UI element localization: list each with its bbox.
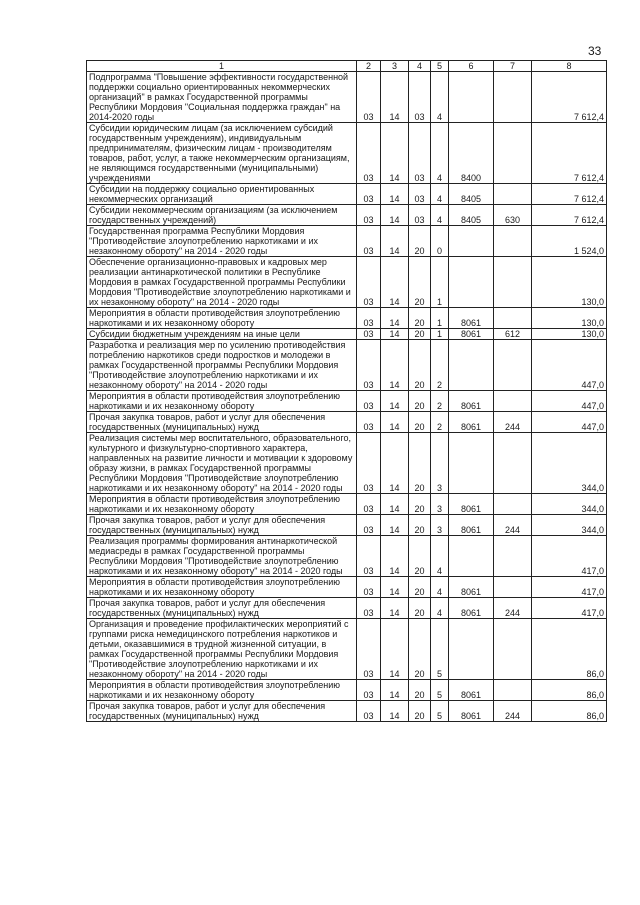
section-code: 03 — [357, 308, 381, 329]
subsection-code: 14 — [381, 184, 409, 205]
column-header: 3 — [381, 61, 409, 72]
subprogram-code: 4 — [431, 205, 449, 226]
expense-type-code — [494, 184, 532, 205]
subprogram-code: 3 — [431, 494, 449, 515]
section-code: 03 — [357, 257, 381, 308]
table-row — [87, 184, 607, 205]
target-article-code — [449, 72, 494, 123]
subprogram-code: 0 — [431, 226, 449, 257]
program-code: 03 — [409, 123, 431, 184]
row-amount: 86,0 — [532, 680, 607, 701]
subprogram-code: 5 — [431, 619, 449, 680]
section-code: 03 — [357, 577, 381, 598]
row-amount: 130,0 — [532, 329, 607, 340]
column-header: 8 — [532, 61, 607, 72]
table-header-row — [87, 61, 607, 72]
section-code: 03 — [357, 205, 381, 226]
expense-type-code — [494, 680, 532, 701]
row-description: Мероприятия в области противодействия злоупотреблению наркотиками и их незаконному обороту — [87, 308, 357, 329]
expense-type-code — [494, 494, 532, 515]
row-description: Мероприятия в области противодействия злоупотреблению наркотиками и их незаконному обороту — [87, 577, 357, 598]
program-code: 20 — [409, 680, 431, 701]
subprogram-code: 3 — [431, 433, 449, 494]
budget-table — [86, 60, 607, 722]
subsection-code: 14 — [381, 123, 409, 184]
table-row — [87, 494, 607, 515]
section-code: 03 — [357, 72, 381, 123]
row-description: Государственная программа Республики Мордовия "Противодействие злоупотреблению наркотиками и их незаконному обороту" на 2014 - 2020 годы — [87, 226, 357, 257]
program-code: 20 — [409, 391, 431, 412]
row-description: Мероприятия в области противодействия злоупотреблению наркотиками и их незаконному обороту — [87, 494, 357, 515]
subprogram-code: 3 — [431, 515, 449, 536]
row-description: Организация и проведение профилактических мероприятий с группами риска немедицинского потребления наркотиков и детьми, оказавшимися в трудной жизненной ситуации, в рамках Государственной программы Республики Мордовия "Противодействие злоупотреблению наркотиками и их незаконному обороту" на 2014 - 2020 годы — [87, 619, 357, 680]
row-amount: 447,0 — [532, 340, 607, 391]
row-description: Субсидии на поддержку социально ориентированных некоммерческих организаций — [87, 184, 357, 205]
row-amount: 344,0 — [532, 433, 607, 494]
row-description: Субсидии бюджетным учреждениям на иные цели — [87, 329, 357, 340]
table-row — [87, 680, 607, 701]
subprogram-code: 2 — [431, 340, 449, 391]
row-description: Прочая закупка товаров, работ и услуг для обеспечения государственных (муниципальных) нужд — [87, 412, 357, 433]
row-amount: 7 612,4 — [532, 123, 607, 184]
column-header: 1 — [87, 61, 357, 72]
section-code: 03 — [357, 619, 381, 680]
table-row — [87, 598, 607, 619]
table-row — [87, 226, 607, 257]
expense-type-code — [494, 433, 532, 494]
subprogram-code: 2 — [431, 391, 449, 412]
subprogram-code: 4 — [431, 598, 449, 619]
row-description: Реализация программы формирования антинаркотической медиасреды в рамках Государственной программы Республики Мордовия "Противодействие злоупотреблению наркотиками и их незаконному обороту" на 2014 - 2020 годы — [87, 536, 357, 577]
target-article-code: 8061 — [449, 308, 494, 329]
subsection-code: 14 — [381, 391, 409, 412]
program-code: 03 — [409, 184, 431, 205]
section-code: 03 — [357, 515, 381, 536]
subsection-code: 14 — [381, 577, 409, 598]
subsection-code: 14 — [381, 329, 409, 340]
row-description: Подпрограмма "Повышение эффективности государственной поддержки социально ориентированных некоммерческих организаций" в рамках Государственной программы Республики Мордовия "Социальная поддержка граждан" на 2014-2020 годы — [87, 72, 357, 123]
expense-type-code — [494, 619, 532, 680]
target-article-code: 8061 — [449, 598, 494, 619]
program-code: 20 — [409, 308, 431, 329]
subprogram-code: 4 — [431, 72, 449, 123]
subprogram-code: 4 — [431, 536, 449, 577]
program-code: 20 — [409, 412, 431, 433]
expense-type-code — [494, 308, 532, 329]
table-row — [87, 433, 607, 494]
table-row — [87, 340, 607, 391]
expense-type-code — [494, 257, 532, 308]
page-number: 33 — [588, 44, 602, 58]
row-amount: 447,0 — [532, 412, 607, 433]
subsection-code: 14 — [381, 515, 409, 536]
subsection-code: 14 — [381, 598, 409, 619]
column-header: 4 — [409, 61, 431, 72]
target-article-code: 8061 — [449, 701, 494, 722]
row-description: Прочая закупка товаров, работ и услуг для обеспечения государственных (муниципальных) нужд — [87, 598, 357, 619]
row-amount: 344,0 — [532, 515, 607, 536]
expense-type-code — [494, 72, 532, 123]
expense-type-code — [494, 340, 532, 391]
subsection-code: 14 — [381, 72, 409, 123]
row-amount: 7 612,4 — [532, 72, 607, 123]
program-code: 20 — [409, 701, 431, 722]
section-code: 03 — [357, 536, 381, 577]
section-code: 03 — [357, 680, 381, 701]
program-code: 20 — [409, 494, 431, 515]
expense-type-code — [494, 577, 532, 598]
section-code: 03 — [357, 701, 381, 722]
program-code: 03 — [409, 205, 431, 226]
program-code: 20 — [409, 515, 431, 536]
subprogram-code: 5 — [431, 680, 449, 701]
program-code: 20 — [409, 257, 431, 308]
row-description: Реализация системы мер воспитательного, образовательного, культурного и физкультурно-спортивного характера, направленных на развитие личности и мотивации к здоровому образу жизни, в рамках Государственной программы Республики Мордовия "Противодействие злоупотреблению наркотиками и их незаконному обороту" на 2014 - 2020 годы — [87, 433, 357, 494]
subsection-code: 14 — [381, 340, 409, 391]
subsection-code: 14 — [381, 680, 409, 701]
table-row — [87, 619, 607, 680]
table-row — [87, 536, 607, 577]
expense-type-code: 244 — [494, 515, 532, 536]
table-row — [87, 308, 607, 329]
section-code: 03 — [357, 123, 381, 184]
section-code: 03 — [357, 494, 381, 515]
column-header: 7 — [494, 61, 532, 72]
program-code: 20 — [409, 329, 431, 340]
subsection-code: 14 — [381, 226, 409, 257]
target-article-code: 8061 — [449, 680, 494, 701]
section-code: 03 — [357, 433, 381, 494]
table-row — [87, 205, 607, 226]
subsection-code: 14 — [381, 536, 409, 577]
row-description: Прочая закупка товаров, работ и услуг для обеспечения государственных (муниципальных) нужд — [87, 701, 357, 722]
row-amount: 130,0 — [532, 308, 607, 329]
subprogram-code: 4 — [431, 577, 449, 598]
expense-type-code: 630 — [494, 205, 532, 226]
table-row — [87, 329, 607, 340]
program-code: 03 — [409, 72, 431, 123]
row-amount: 417,0 — [532, 598, 607, 619]
program-code: 20 — [409, 433, 431, 494]
row-amount: 7 612,4 — [532, 184, 607, 205]
subsection-code: 14 — [381, 701, 409, 722]
program-code: 20 — [409, 577, 431, 598]
row-description: Обеспечение организационно-правовых и кадровых мер реализации антинаркотической политики в Республике Мордовия в рамках Государственной программы Республики Мордовия "Противодействие злоупотреблению наркотиками и их незаконному обороту" на 2014 - 2020 годы — [87, 257, 357, 308]
expense-type-code: 244 — [494, 598, 532, 619]
expense-type-code — [494, 123, 532, 184]
table-row — [87, 72, 607, 123]
row-amount: 86,0 — [532, 619, 607, 680]
expense-type-code — [494, 226, 532, 257]
row-amount: 417,0 — [532, 536, 607, 577]
target-article-code — [449, 226, 494, 257]
table-row — [87, 412, 607, 433]
table-row — [87, 123, 607, 184]
row-description: Мероприятия в области противодействия злоупотреблению наркотиками и их незаконному обороту — [87, 680, 357, 701]
expense-type-code: 244 — [494, 701, 532, 722]
subprogram-code: 1 — [431, 329, 449, 340]
table-row — [87, 391, 607, 412]
program-code: 20 — [409, 536, 431, 577]
expense-type-code: 612 — [494, 329, 532, 340]
expense-type-code: 244 — [494, 412, 532, 433]
subprogram-code: 1 — [431, 308, 449, 329]
target-article-code: 8405 — [449, 205, 494, 226]
subsection-code: 14 — [381, 257, 409, 308]
table-row — [87, 257, 607, 308]
section-code: 03 — [357, 340, 381, 391]
expense-type-code — [494, 536, 532, 577]
target-article-code — [449, 536, 494, 577]
row-amount: 7 612,4 — [532, 205, 607, 226]
target-article-code: 8061 — [449, 515, 494, 536]
row-description: Прочая закупка товаров, работ и услуг для обеспечения государственных (муниципальных) нужд — [87, 515, 357, 536]
target-article-code: 8400 — [449, 123, 494, 184]
row-description: Субсидии юридическим лицам (за исключением субсидий государственным учреждениям), индивидуальным предпринимателям, физическим лицам - производителям товаров, работ, услуг, а также некоммерческим организациям, не являющимся государственными (муниципальными) учреждениями — [87, 123, 357, 184]
row-amount: 344,0 — [532, 494, 607, 515]
section-code: 03 — [357, 184, 381, 205]
program-code: 20 — [409, 619, 431, 680]
target-article-code: 8061 — [449, 329, 494, 340]
target-article-code: 8061 — [449, 412, 494, 433]
row-amount: 447,0 — [532, 391, 607, 412]
subprogram-code: 2 — [431, 412, 449, 433]
column-header: 6 — [449, 61, 494, 72]
table-row — [87, 577, 607, 598]
row-description: Мероприятия в области противодействия злоупотреблению наркотиками и их незаконному обороту — [87, 391, 357, 412]
target-article-code: 8405 — [449, 184, 494, 205]
target-article-code: 8061 — [449, 494, 494, 515]
column-header: 5 — [431, 61, 449, 72]
subsection-code: 14 — [381, 433, 409, 494]
program-code: 20 — [409, 226, 431, 257]
target-article-code — [449, 257, 494, 308]
program-code: 20 — [409, 598, 431, 619]
table-row — [87, 515, 607, 536]
section-code: 03 — [357, 412, 381, 433]
subsection-code: 14 — [381, 412, 409, 433]
row-amount: 86,0 — [532, 701, 607, 722]
row-description: Разработка и реализация мер по усилению противодействия потреблению наркотиков среди подростков и молодежи в рамках Государственной программы Республики Мордовия "Противодействие злоупотреблению наркотиками и их незаконному обороту" на 2014 - 2020 годы — [87, 340, 357, 391]
subprogram-code: 4 — [431, 123, 449, 184]
subsection-code: 14 — [381, 494, 409, 515]
subprogram-code: 1 — [431, 257, 449, 308]
section-code: 03 — [357, 329, 381, 340]
row-amount: 1 524,0 — [532, 226, 607, 257]
target-article-code — [449, 433, 494, 494]
section-code: 03 — [357, 598, 381, 619]
section-code: 03 — [357, 226, 381, 257]
target-article-code — [449, 340, 494, 391]
subsection-code: 14 — [381, 308, 409, 329]
row-amount: 417,0 — [532, 577, 607, 598]
subprogram-code: 4 — [431, 184, 449, 205]
program-code: 20 — [409, 340, 431, 391]
row-amount: 130,0 — [532, 257, 607, 308]
target-article-code: 8061 — [449, 391, 494, 412]
subsection-code: 14 — [381, 205, 409, 226]
subprogram-code: 5 — [431, 701, 449, 722]
subsection-code: 14 — [381, 619, 409, 680]
column-header: 2 — [357, 61, 381, 72]
section-code: 03 — [357, 391, 381, 412]
table-row — [87, 701, 607, 722]
expense-type-code — [494, 391, 532, 412]
target-article-code — [449, 619, 494, 680]
row-description: Субсидии некоммерческим организациям (за исключением государственных учреждений) — [87, 205, 357, 226]
target-article-code: 8061 — [449, 577, 494, 598]
